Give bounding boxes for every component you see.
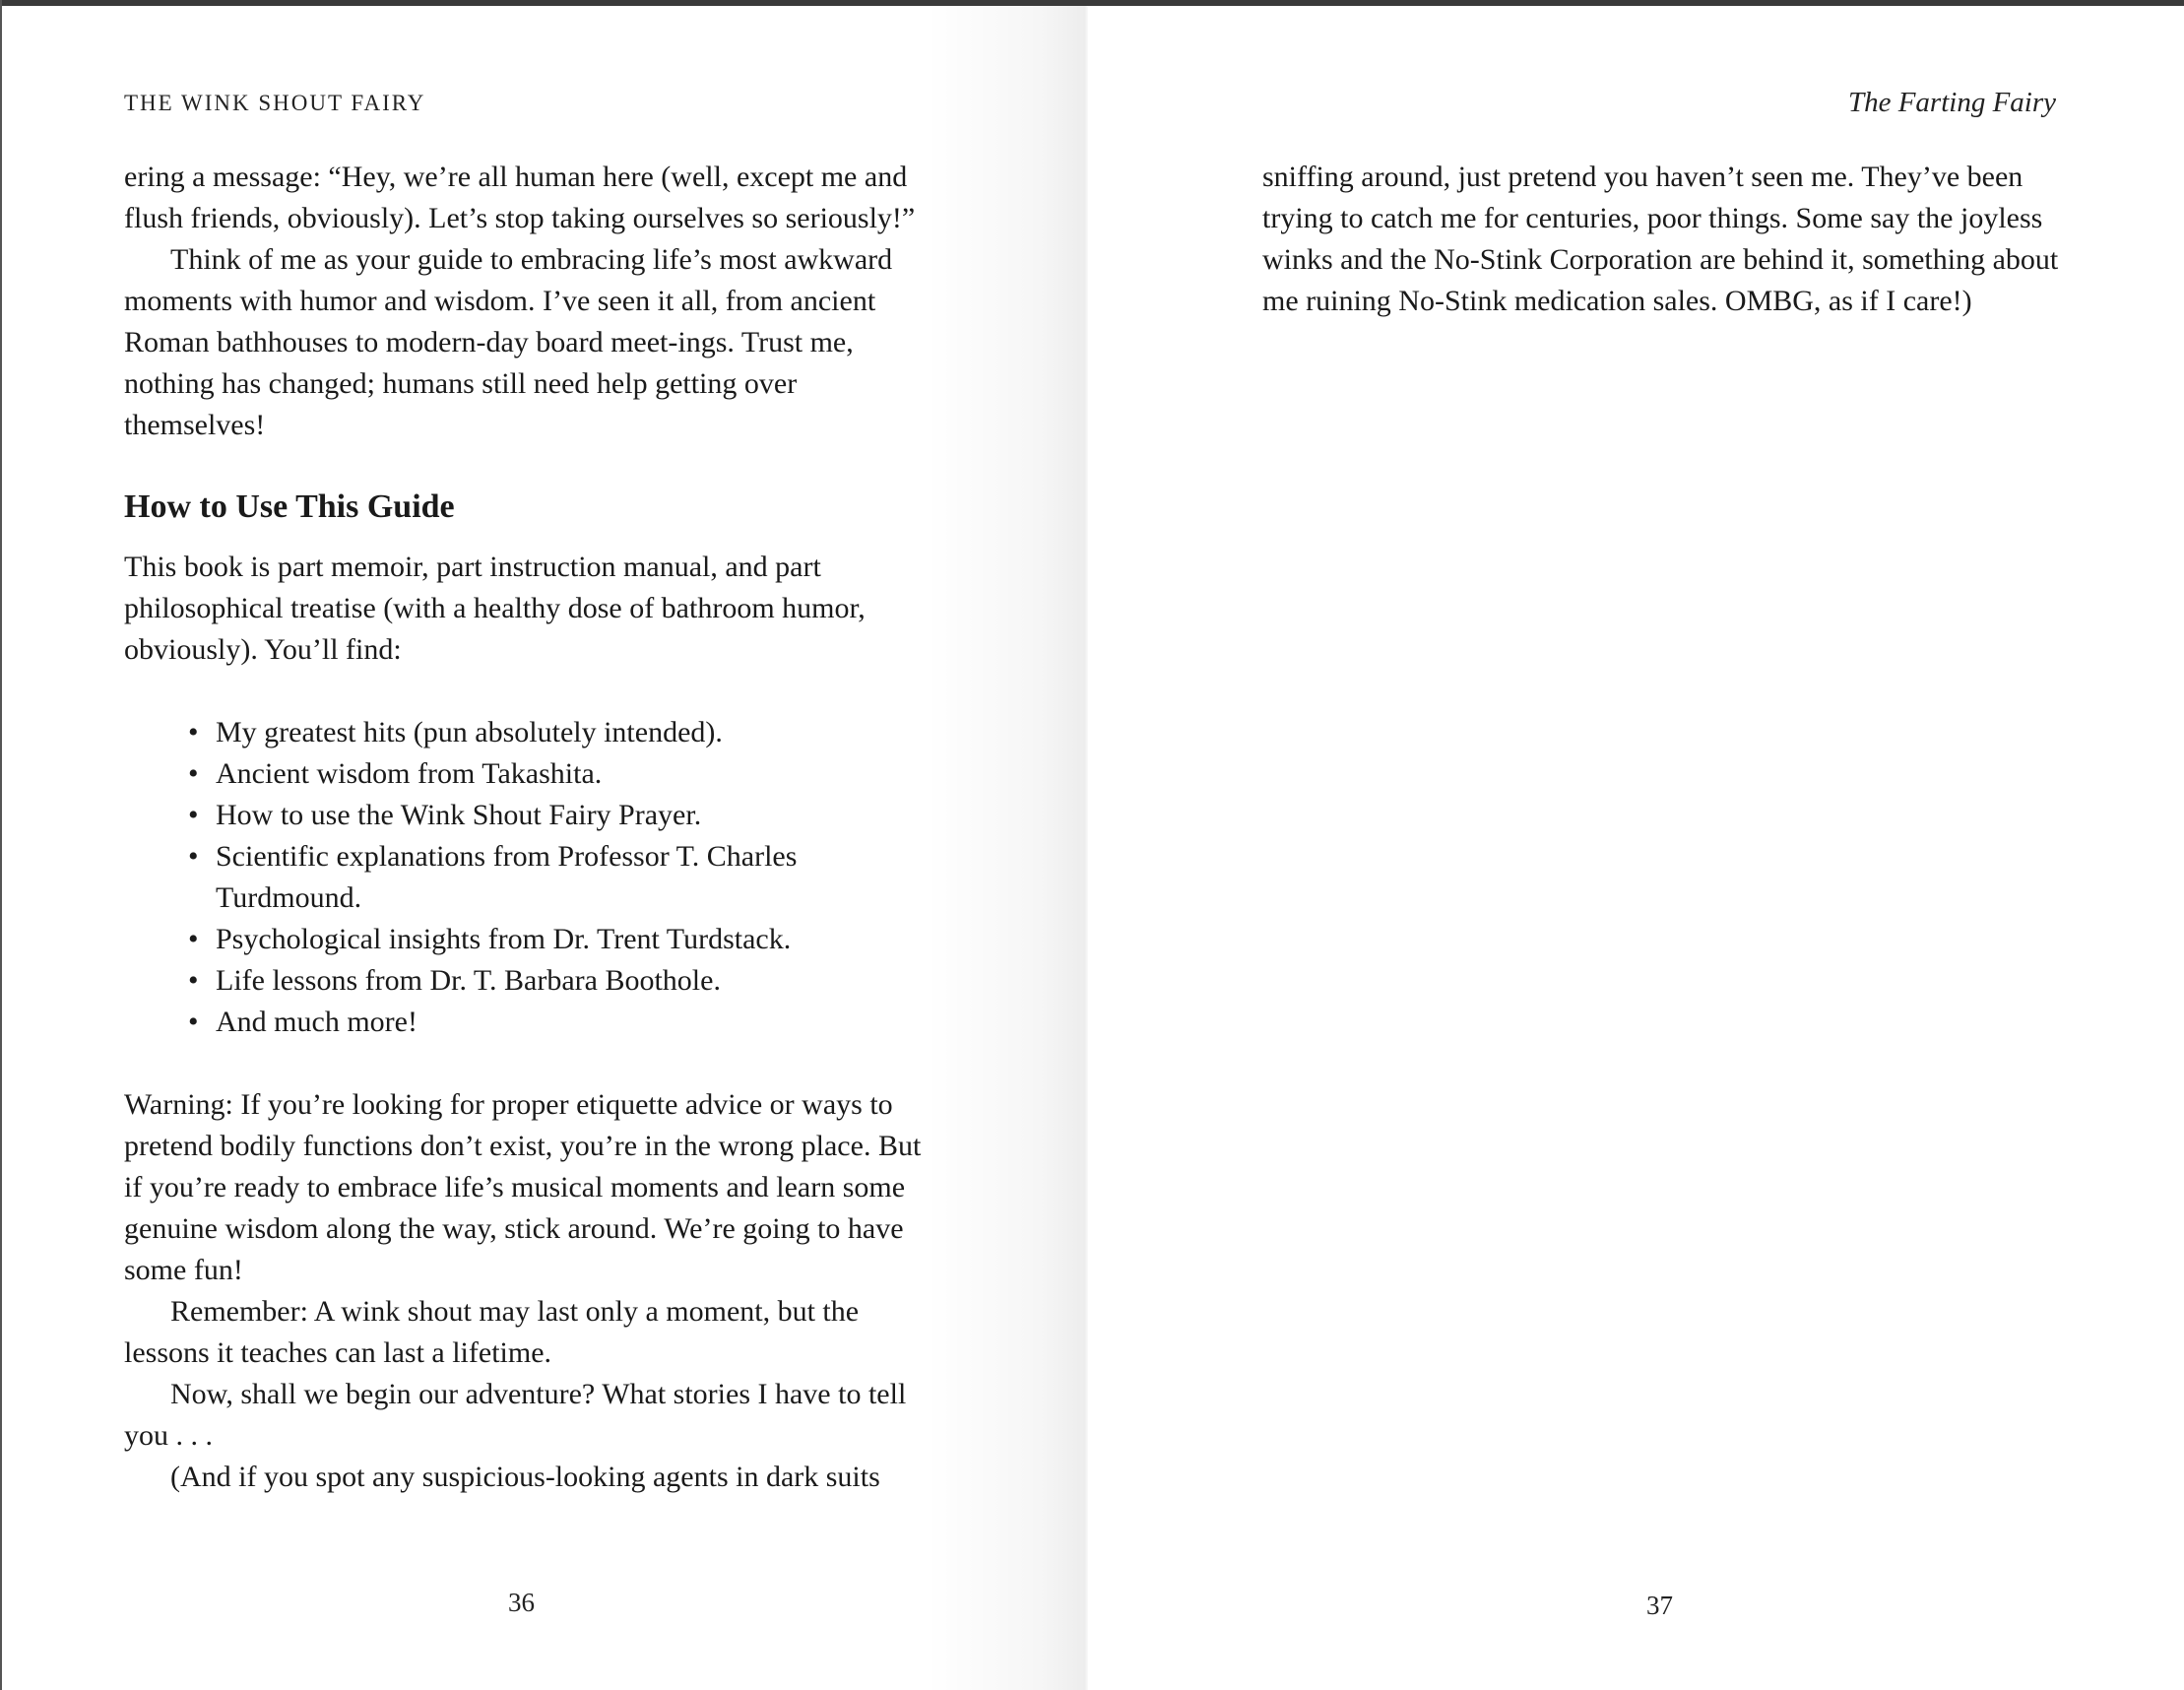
page-number-right: 37 [1646, 1591, 1673, 1620]
page-number-left: 36 [508, 1588, 535, 1617]
list-item-text: Ancient wisdom from Takashita. [216, 757, 603, 790]
running-head-left: THE WINK SHOUT FAIRY [124, 91, 426, 115]
list-item-text: My greatest hits (pun absolutely intended). [216, 716, 723, 748]
paragraph: Remember: A wink shout may last only a moment, but the lessons it teaches can last a lifetime. [124, 1295, 860, 1369]
paragraph: Now, shall we begin our adventure? What stories I have to tell you . . . [124, 1378, 907, 1452]
list-item [188, 753, 941, 795]
bullet-icon: • [188, 799, 199, 831]
left-page-body [124, 157, 941, 1498]
running-head-right: The Farting Fairy [1847, 87, 2056, 118]
section-heading: How to Use This Guide [124, 488, 455, 525]
list-item [188, 919, 941, 960]
right-page [1089, 6, 2184, 1690]
intro-paragraph: This book is part memoir, part instruction manual, and part philosophical treatise (with a healthy dose of bathroom humor, obviously). You’ll find: [124, 551, 866, 666]
bullet-icon: • [188, 923, 199, 955]
list-item-text: Life lessons from Dr. T. Barbara Boothole. [216, 964, 721, 997]
right-page-body [1262, 157, 2080, 322]
bullet-icon: • [188, 964, 199, 997]
list-item-text: How to use the Wink Shout Fairy Prayer. [216, 799, 702, 831]
bullet-icon: • [188, 840, 199, 873]
paragraph-continued: sniffing around, just pretend you haven’t seen me. They’ve been trying to catch me for centuries, poor things. Some say the joyless winks and the No-Stink Corporation are behind it, something about me ruining No-Stink medication sales. OMBG, as if I care!) [1262, 161, 2059, 317]
bullet-icon: • [188, 1006, 199, 1038]
list-item-text: Scientific explanations from Professor T. Charles Turdmound. [216, 840, 798, 914]
paragraph: Think of me as your guide to embracing life’s most awkward moments with humor and wisdom. I’ve seen it all, from ancient Roman bathhouses to modern-day board meet-ings. Trust me, nothing has changed; humans still need help getting over themselves! [124, 243, 893, 441]
warning-paragraph: Warning: If you’re looking for proper etiquette advice or ways to pretend bodily functions don’t exist, you’re in the wrong place. But if you’re ready to embrace life’s musical moments and learn some genuine wisdom along the way, stick around. We’re going to have some fun! [124, 1088, 922, 1286]
paragraph: (And if you spot any suspicious-looking agents in dark suits [170, 1461, 880, 1493]
gutter-shadow [926, 6, 1088, 1690]
list-item [188, 712, 941, 753]
list-item [188, 1002, 941, 1043]
bullet-list [124, 712, 941, 1043]
list-item-text: Psychological insights from Dr. Trent Turdstack. [216, 923, 792, 955]
list-item [188, 960, 941, 1002]
list-item-text: And much more! [216, 1006, 418, 1038]
list-item [188, 836, 941, 919]
list-item [188, 795, 941, 836]
bullet-icon: • [188, 757, 199, 790]
bullet-icon: • [188, 716, 199, 748]
paragraph-continued: ering a message: “Hey, we’re all human here (well, except me and flush friends, obviously). Let’s stop taking ourselves so seriously!” [124, 161, 916, 234]
